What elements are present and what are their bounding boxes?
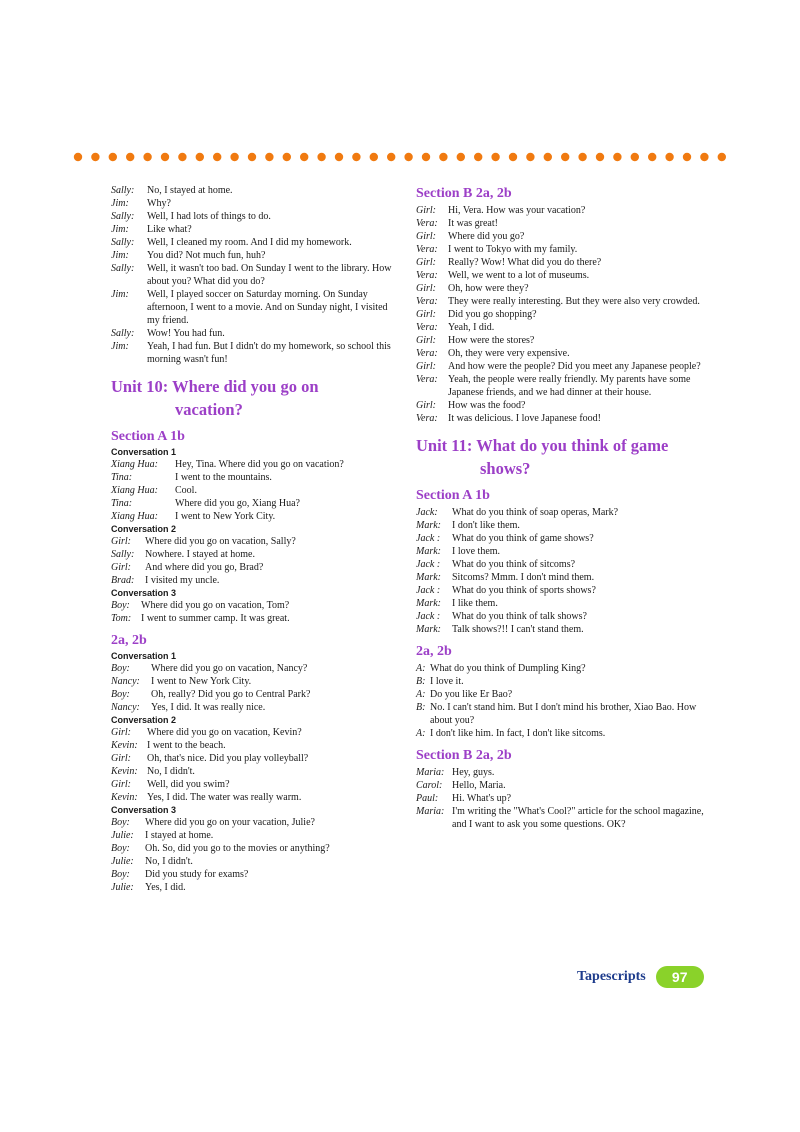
- speaker-name: Julie:: [111, 882, 134, 893]
- dialogue-line: [416, 321, 716, 334]
- speaker-name: Jim:: [111, 289, 129, 300]
- dialogue-line: [416, 217, 716, 230]
- dialogue-text: Hi. What's up?: [452, 793, 512, 804]
- dialogue-text: I don't like them.: [452, 520, 520, 531]
- speaker-name: Mark:: [416, 572, 441, 583]
- dialogue-line: [416, 519, 716, 532]
- dialogue-line: [416, 623, 716, 636]
- dialogue-line: [111, 510, 393, 523]
- dialogue-text: They were really interesting. But they were also very crowded.: [448, 296, 700, 307]
- speaker-name: Girl:: [111, 779, 131, 790]
- rule-dot: [422, 153, 430, 161]
- dialogue-text: I went to the mountains.: [175, 472, 272, 483]
- rule-dot: [544, 153, 552, 161]
- unit-heading-line: Unit 10: Where did you go on: [111, 377, 319, 396]
- rule-dot: [561, 153, 569, 161]
- conversation-label: Conversation 3: [111, 588, 177, 598]
- speaker-name: B:: [416, 702, 426, 713]
- dialogue-line: [416, 243, 716, 256]
- speaker-name: Girl:: [416, 283, 436, 294]
- dialogue-text: What do you think of sports shows?: [452, 585, 596, 596]
- dialogue-line: [416, 308, 716, 321]
- section-heading: 2a, 2b: [416, 644, 452, 659]
- dialogue-text: Wow! You had fun.: [147, 328, 225, 339]
- dialogue-text: I'm writing the "What's Cool?" article for the school magazine, and I want to ask you some questions. OK?: [452, 806, 704, 830]
- dialogue-text: Where did you go on your vacation, Julie?: [145, 817, 315, 828]
- dialogue-line: [416, 792, 716, 805]
- rule-dot: [335, 153, 343, 161]
- dialogue-line: [111, 471, 393, 484]
- dialogue-line: [111, 535, 393, 548]
- dialogue-text: No, I didn't.: [147, 766, 195, 777]
- dialogue-line: [111, 765, 393, 778]
- dialogue-text: What do you think of talk shows?: [452, 611, 587, 622]
- speaker-name: Nancy:: [111, 702, 140, 713]
- speaker-name: Jack :: [416, 611, 441, 622]
- dialogue-text: Hey, guys.: [452, 767, 495, 778]
- speaker-name: Sally:: [111, 211, 135, 222]
- conversation-label: Conversation 3: [111, 805, 177, 815]
- speaker-name: Girl:: [416, 205, 436, 216]
- speaker-name: Mark:: [416, 546, 441, 557]
- dialogue-text: What do you think of sitcoms?: [452, 559, 576, 570]
- speaker-name: A:: [416, 689, 426, 700]
- dialogue-text: Talk shows?!! I can't stand them.: [452, 624, 584, 635]
- speaker-name: Jim:: [111, 341, 129, 352]
- dialogue-text: Cool.: [175, 485, 197, 496]
- dialogue-text: Nowhere. I stayed at home.: [145, 549, 255, 560]
- dialogue-text: Really? Wow! What did you do there?: [448, 257, 602, 268]
- rule-dot: [526, 153, 534, 161]
- dialogue-text: How was the food?: [448, 400, 526, 411]
- dialogue-text: What do you think of game shows?: [452, 533, 594, 544]
- dialogue-line: [416, 269, 716, 282]
- speaker-name: Girl:: [416, 361, 436, 372]
- dialogue-line: [416, 295, 716, 308]
- speaker-name: Jack :: [416, 533, 441, 544]
- speaker-name: Julie:: [111, 830, 134, 841]
- dialogue-text: Did you study for exams?: [145, 869, 249, 880]
- page-footer: [577, 966, 704, 988]
- dialogue-text: Oh, how were they?: [448, 283, 529, 294]
- conversation-label: Conversation 1: [111, 651, 177, 661]
- section-heading: Section B 2a, 2b: [416, 186, 512, 201]
- dialogue-line: [111, 701, 393, 714]
- rule-dot: [457, 153, 465, 161]
- speaker-name: Maria:: [416, 767, 445, 778]
- unit-heading-line: Unit 11: What do you think of game: [416, 436, 669, 455]
- dialogue-line: [416, 597, 716, 610]
- speaker-name: Vera:: [416, 270, 438, 281]
- speaker-name: Jack :: [416, 559, 441, 570]
- rule-dot: [474, 153, 482, 161]
- dialogue-line: [416, 347, 716, 360]
- speaker-name: Sally:: [111, 328, 135, 339]
- dialogue-line: [416, 230, 716, 243]
- rule-dot: [718, 153, 726, 161]
- dialogue-text: Where did you go, Xiang Hua?: [175, 498, 300, 509]
- rule-dot: [404, 153, 412, 161]
- dialogue-text: Yes, I did. It was really nice.: [151, 702, 266, 713]
- dialogue-line: [111, 574, 393, 587]
- speaker-name: Jim:: [111, 198, 129, 209]
- dialogue-line: [416, 584, 716, 597]
- speaker-name: Paul:: [416, 793, 439, 804]
- speaker-name: Mark:: [416, 624, 441, 635]
- dialogue-line: [111, 288, 393, 327]
- speaker-name: Carol:: [416, 780, 443, 791]
- dialogue-text: And where did you go, Brad?: [145, 562, 264, 573]
- rule-dot: [317, 153, 325, 161]
- rule-dot: [648, 153, 656, 161]
- dialogue-text: Oh. So, did you go to the movies or anything?: [145, 843, 330, 854]
- dialogue-text: Well, I played soccer on Saturday morning. On Sunday afternoon, I went to a movie. And on Sunday night, I visited my friend.: [147, 289, 388, 326]
- speaker-name: Kevin:: [111, 766, 138, 777]
- dialogue-line: [416, 204, 716, 217]
- dialogue-line: [111, 612, 393, 625]
- speaker-name: Julie:: [111, 856, 134, 867]
- section-heading: Section A 1b: [416, 488, 490, 503]
- rule-dot: [178, 153, 186, 161]
- dialogue-line: [416, 766, 716, 779]
- dialogue-line: [111, 184, 393, 197]
- unit-heading: [416, 434, 716, 480]
- dialogue-text: What do you think of soap operas, Mark?: [452, 507, 619, 518]
- dialogue-text: Hey, Tina. Where did you go on vacation?: [175, 459, 344, 470]
- speaker-name: Boy:: [111, 689, 130, 700]
- dialogue-text: Hi, Vera. How was your vacation?: [448, 205, 586, 216]
- speaker-name: Nancy:: [111, 676, 140, 687]
- speaker-name: Boy:: [111, 843, 130, 854]
- speaker-name: Vera:: [416, 218, 438, 229]
- speaker-name: Jack:: [416, 507, 438, 518]
- speaker-name: Sally:: [111, 237, 135, 248]
- speaker-name: Girl:: [416, 400, 436, 411]
- dialogue-text: I don't like him. In fact, I don't like sitcoms.: [430, 728, 606, 739]
- rule-dot: [161, 153, 169, 161]
- dialogue-text: Do you like Er Bao?: [430, 689, 513, 700]
- speaker-name: Girl:: [416, 309, 436, 320]
- rule-dot: [74, 153, 82, 161]
- rule-dot: [265, 153, 273, 161]
- speaker-name: Sally:: [111, 549, 135, 560]
- rule-dot: [578, 153, 586, 161]
- speaker-name: B:: [416, 676, 426, 687]
- speaker-name: Mark:: [416, 520, 441, 531]
- speaker-name: Vera:: [416, 413, 438, 424]
- rule-dot: [213, 153, 221, 161]
- dialogue-line: [416, 399, 716, 412]
- unit-heading-line: shows?: [480, 459, 531, 478]
- dialogue-text: I went to summer camp. It was great.: [141, 613, 290, 624]
- rule-dot: [126, 153, 134, 161]
- dialogue-line: [416, 334, 716, 347]
- dialogue-text: What do you think of Dumpling King?: [430, 663, 586, 674]
- rule-dot: [491, 153, 499, 161]
- dialogue-text: Hello, Maria.: [452, 780, 506, 791]
- speaker-name: Kevin:: [111, 792, 138, 803]
- speaker-name: Girl:: [111, 562, 131, 573]
- speaker-name: Vera:: [416, 374, 438, 385]
- dialogue-text: Oh, they were very expensive.: [448, 348, 570, 359]
- speaker-name: Boy:: [111, 663, 130, 674]
- speaker-name: Boy:: [111, 600, 130, 611]
- speaker-name: Maria:: [416, 806, 445, 817]
- dialogue-text: Yes, I did. The water was really warm.: [147, 792, 302, 803]
- section-heading: Section A 1b: [111, 429, 185, 444]
- dialogue-text: Did you go shopping?: [448, 309, 537, 320]
- rule-dot: [109, 153, 117, 161]
- dialogue-line: [111, 340, 393, 366]
- dialogue-text: I like them.: [452, 598, 498, 609]
- dialogue-line: [111, 662, 393, 675]
- dialogue-text: It was great!: [448, 218, 498, 229]
- dialogue-line: [111, 210, 393, 223]
- speaker-name: Xiang Hua:: [111, 511, 158, 522]
- orange-dot-rule: [72, 151, 728, 163]
- dialogue-line: [111, 855, 393, 868]
- dialogue-text: Yeah, I did.: [448, 322, 495, 333]
- dialogue-text: Where did you go?: [448, 231, 525, 242]
- speaker-name: Kevin:: [111, 740, 138, 751]
- dialogue-text: Yes, I did.: [145, 882, 186, 893]
- dialogue-line: [111, 327, 393, 340]
- speaker-name: Vera:: [416, 244, 438, 255]
- dialogue-line: [111, 236, 393, 249]
- dialogue-line: [111, 868, 393, 881]
- dialogue-line: [416, 805, 716, 831]
- dialogue-text: No, I stayed at home.: [147, 185, 233, 196]
- dialogue-text: I love them.: [452, 546, 501, 557]
- dialogue-text: Well, we went to a lot of museums.: [448, 270, 590, 281]
- dialogue-text: Why?: [147, 198, 171, 209]
- speaker-name: A:: [416, 728, 426, 739]
- dialogue-text: Yeah, I had fun. But I didn't do my homework, so school this morning wasn't fun!: [147, 341, 391, 365]
- rule-dot: [509, 153, 517, 161]
- rule-dot: [665, 153, 673, 161]
- dialogue-line: [416, 360, 716, 373]
- speaker-name: Jim:: [111, 250, 129, 261]
- speaker-name: Boy:: [111, 869, 130, 880]
- speaker-name: Girl:: [111, 536, 131, 547]
- speaker-name: Boy:: [111, 817, 130, 828]
- speaker-name: Vera:: [416, 296, 438, 307]
- dialogue-line: [416, 558, 716, 571]
- dialogue-line: [416, 688, 716, 701]
- speaker-name: Vera:: [416, 348, 438, 359]
- speaker-name: Brad:: [111, 575, 135, 586]
- dialogue-line: [111, 791, 393, 804]
- dialogue-line: [111, 675, 393, 688]
- dialogue-text: I stayed at home.: [145, 830, 214, 841]
- dialogue-text: And how were the people? Did you meet any Japanese people?: [448, 361, 701, 372]
- dialogue-line: [111, 497, 393, 510]
- rule-dot: [387, 153, 395, 161]
- dialogue-text: I love it.: [430, 676, 464, 687]
- speaker-name: A:: [416, 663, 426, 674]
- rule-dot: [248, 153, 256, 161]
- rule-dot: [631, 153, 639, 161]
- dialogue-line: [416, 779, 716, 792]
- dialogue-text: Well, I had lots of things to do.: [147, 211, 271, 222]
- dialogue-line: [111, 881, 393, 894]
- rule-dot: [613, 153, 621, 161]
- dialogue-text: How were the stores?: [448, 335, 535, 346]
- dialogue-line: [111, 599, 393, 612]
- rule-dot: [700, 153, 708, 161]
- dialogue-line: [416, 412, 716, 425]
- dialogue-text: No. I can't stand him. But I don't mind his brother, Xiao Bao. How about you?: [430, 702, 697, 726]
- unit-heading: [111, 375, 393, 421]
- speaker-name: Tina:: [111, 498, 133, 509]
- conversation-label: Conversation 2: [111, 524, 177, 534]
- dialogue-text: I visited my uncle.: [145, 575, 220, 586]
- rule-dot: [196, 153, 204, 161]
- rule-dot: [300, 153, 308, 161]
- dialogue-text: I went to New York City.: [151, 676, 252, 687]
- right-column: [416, 184, 716, 831]
- dialogue-line: [111, 262, 393, 288]
- speaker-name: Jack :: [416, 585, 441, 596]
- dialogue-text: Well, it wasn't too bad. On Sunday I went to the library. How about you? What did you do?: [147, 263, 392, 287]
- speaker-name: Jim:: [111, 224, 129, 235]
- dialogue-line: [111, 484, 393, 497]
- rule-dot: [352, 153, 360, 161]
- dialogue-line: [416, 282, 716, 295]
- dialogue-line: [416, 506, 716, 519]
- speaker-name: Girl:: [111, 727, 131, 738]
- dialogue-line: [111, 197, 393, 210]
- dialogue-text: Well, did you swim?: [147, 779, 230, 790]
- dialogue-line: [416, 373, 716, 399]
- dialogue-text: Oh, really? Did you go to Central Park?: [151, 689, 311, 700]
- dialogue-text: Like what?: [147, 224, 192, 235]
- section-heading: 2a, 2b: [111, 633, 147, 648]
- dialogue-line: [111, 739, 393, 752]
- dialogue-text: Sitcoms? Mmm. I don't mind them.: [452, 572, 595, 583]
- conversation-label: Conversation 1: [111, 447, 177, 457]
- unit-heading-line: vacation?: [175, 400, 243, 419]
- rule-dot: [143, 153, 151, 161]
- dialogue-line: [111, 778, 393, 791]
- page-number-badge: 97: [656, 966, 704, 988]
- speaker-name: Tom:: [111, 613, 132, 624]
- rule-dot: [370, 153, 378, 161]
- dialogue-line: [416, 675, 716, 688]
- speaker-name: Girl:: [416, 335, 436, 346]
- speaker-name: Xiang Hua:: [111, 485, 158, 496]
- section-heading: Section B 2a, 2b: [416, 748, 512, 763]
- footer-label: Tapescripts: [577, 969, 646, 984]
- speaker-name: Sally:: [111, 185, 135, 196]
- dialogue-line: [111, 548, 393, 561]
- dialogue-line: [111, 726, 393, 739]
- dialogue-text: I went to the beach.: [147, 740, 226, 751]
- dialogue-text: Where did you go on vacation, Tom?: [141, 600, 290, 611]
- dialogue-line: [416, 571, 716, 584]
- dialogue-text: Well, I cleaned my room. And I did my homework.: [147, 237, 352, 248]
- speaker-name: Xiang Hua:: [111, 459, 158, 470]
- dialogue-line: [111, 829, 393, 842]
- dialogue-text: You did? Not much fun, huh?: [147, 250, 266, 261]
- rule-dot: [439, 153, 447, 161]
- dialogue-line: [416, 256, 716, 269]
- dialogue-text: Where did you go on vacation, Sally?: [145, 536, 296, 547]
- dialogue-text: It was delicious. I love Japanese food!: [448, 413, 602, 424]
- dialogue-text: Where did you go on vacation, Nancy?: [151, 663, 308, 674]
- speaker-name: Vera:: [416, 322, 438, 333]
- left-column: [111, 184, 393, 894]
- dialogue-text: Where did you go on vacation, Kevin?: [147, 727, 302, 738]
- dialogue-line: [416, 727, 716, 740]
- dialogue-line: [111, 458, 393, 471]
- dialogue-text: No, I didn't.: [145, 856, 193, 867]
- dialogue-line: [111, 752, 393, 765]
- rule-dot: [683, 153, 691, 161]
- dialogue-line: [416, 610, 716, 623]
- speaker-name: Tina:: [111, 472, 133, 483]
- dialogue-line: [416, 532, 716, 545]
- conversation-label: Conversation 2: [111, 715, 177, 725]
- dialogue-line: [111, 816, 393, 829]
- speaker-name: Girl:: [416, 231, 436, 242]
- dialogue-line: [111, 688, 393, 701]
- speaker-name: Mark:: [416, 598, 441, 609]
- speaker-name: Girl:: [416, 257, 436, 268]
- rule-dot: [91, 153, 99, 161]
- dialogue-text: Yeah, the people were really friendly. My parents have some Japanese friends, and we had dinner at their house.: [448, 374, 691, 398]
- speaker-name: Girl:: [111, 753, 131, 764]
- dialogue-line: [111, 842, 393, 855]
- rule-dot: [283, 153, 291, 161]
- dialogue-line: [111, 223, 393, 236]
- rule-dot: [230, 153, 238, 161]
- dialogue-line: [416, 545, 716, 558]
- speaker-name: Sally:: [111, 263, 135, 274]
- dialogue-text: I went to Tokyo with my family.: [448, 244, 578, 255]
- dialogue-text: Oh, that's nice. Did you play volleyball?: [147, 753, 309, 764]
- dialogue-line: [111, 249, 393, 262]
- dialogue-line: [416, 701, 716, 727]
- dialogue-line: [416, 662, 716, 675]
- rule-dot: [596, 153, 604, 161]
- dialogue-line: [111, 561, 393, 574]
- dialogue-text: I went to New York City.: [175, 511, 276, 522]
